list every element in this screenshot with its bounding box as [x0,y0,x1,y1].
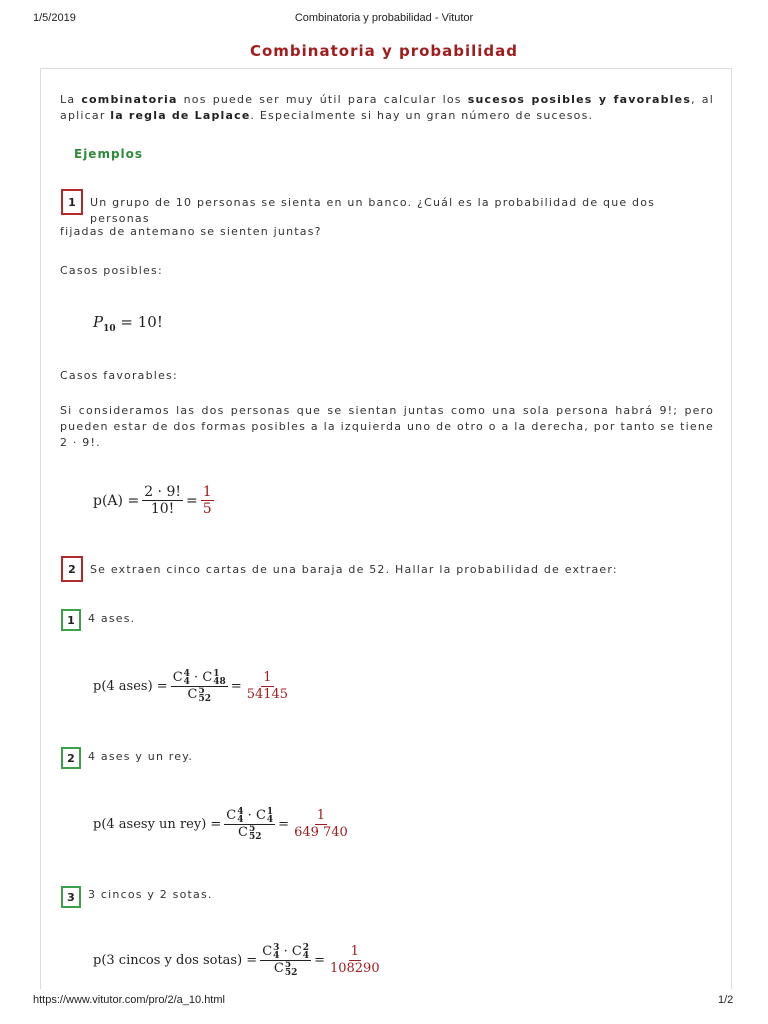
formula-4-ases-rey: p(4 asesy un rey) = C 4 4 · C 1 4 C 5 52 = $\frac{1}{649 740}$ [93,807,348,842]
formula-cincos-sotas: p(3 cincos y dos sotas) = C 3 4 · C 2 4 C 5 52 = $\frac{1}{108290}$ [93,943,380,978]
examples-heading: Ejemplos [74,147,144,161]
item-1-text: 4 ases. [88,612,136,625]
item-2-badge: 2 [61,747,81,769]
footer-page-number: 1/2 [718,994,734,1006]
formula-probability-a: p(A) = $\frac{2 \cdot 9!}{10!}$ = $\frac{1}{5}$ [93,484,212,517]
item-3-text: 3 cincos y 2 sotas. [88,888,213,901]
item-2-text: 4 ases y un rey. [88,750,194,763]
favorable-explanation: Si consideramos las dos personas que se sientan juntas como una sola persona habrá 9!; pero pueden estar de dos formas posibles a la izquierda uno de otro o a la derecha, por tanto se tiene 2 · 9!. [60,404,714,449]
example-2-badge: 2 [61,556,83,582]
example-1-statement: Un grupo de 10 personas se sienta en un banco. ¿Cuál es la probabilidad de que dos personas [90,196,656,225]
intro-paragraph: La combinatoria nos puede ser muy útil para calcular los sucesos posibles y favorables, al aplicar la regla de Laplace. Especialmente si hay un gran número de sucesos. [60,93,715,122]
example-1-badge: 1 [61,189,83,215]
favorable-cases-label: Casos favorables: [60,369,178,382]
example-1-statement-cont: fijadas de antemano se sienten juntas? [60,225,322,238]
item-1-badge: 1 [61,609,81,631]
print-date: 1/5/2019 [33,12,76,24]
formula-permutations: $P_{10} = 10$! [93,313,163,334]
page-title: Combinatoria y probabilidad [249,42,519,60]
term-combinatoria: combinatoria [81,93,178,106]
term-laplace: la regla de Laplace [110,109,251,122]
example-2-statement: Se extraen cinco cartas de una baraja de 52. Hallar la probabilidad de extraer: [90,563,618,576]
print-tab-title: Combinatoria y probabilidad - Vitutor [294,12,474,24]
term-sucesos: sucesos posibles y favorables [467,93,692,106]
footer-url[interactable]: https://www.vitutor.com/pro/2/a_10.html [33,994,225,1006]
formula-4-ases: p(4 ases) = C 4 4 · C 1 48 C 5 52 = $\frac{1}{54145}$ [93,669,289,704]
possible-cases-label: Casos posibles: [60,264,163,277]
item-3-badge: 3 [61,886,81,908]
